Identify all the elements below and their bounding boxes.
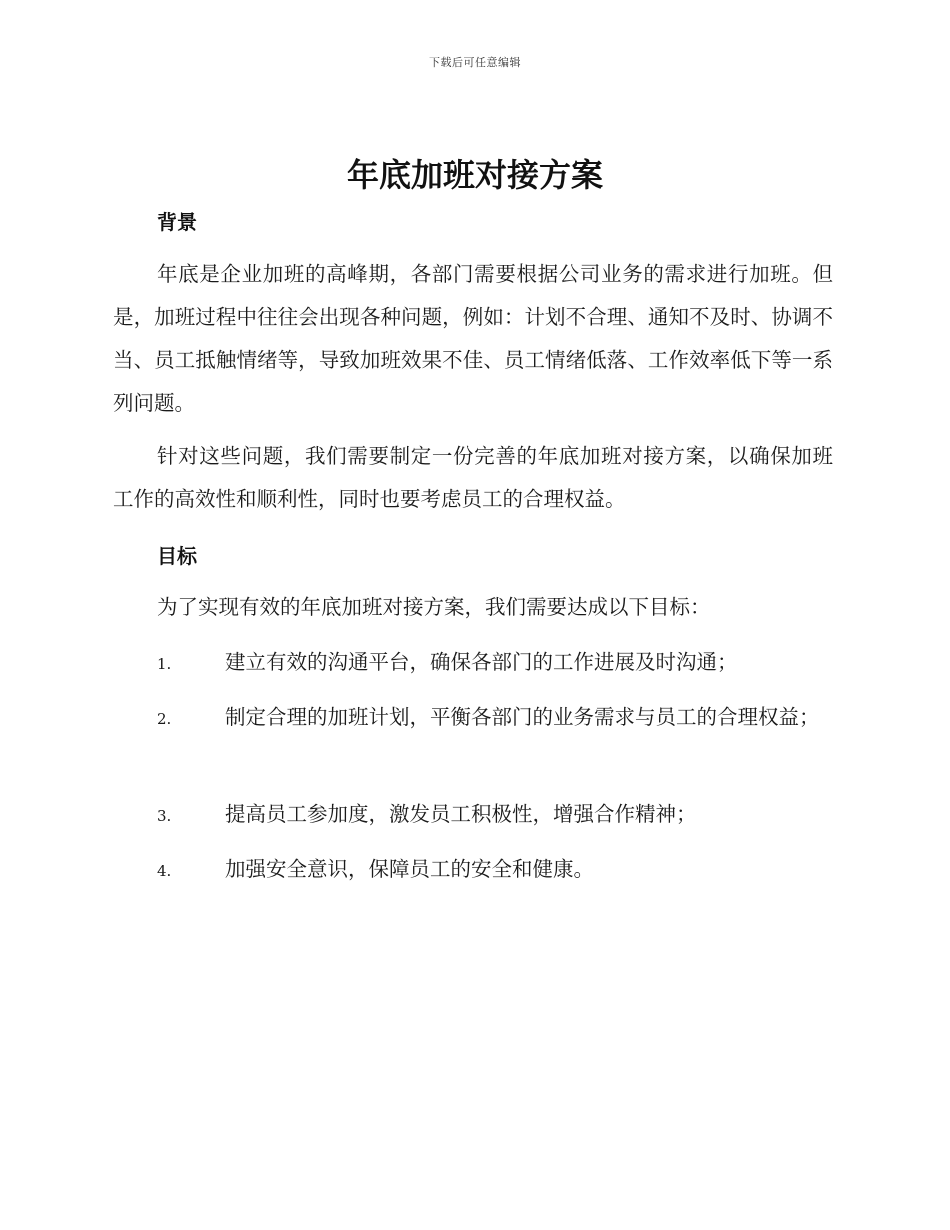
background-paragraph-2: 针对这些问题，我们需要制定一份完善的年底加班对接方案，以确保加班工作的高效性和顺利性，同时也要考虑员工的合理权益。 [113,444,833,511]
goal-text: 提高员工参加度，激发员工积极性，增强合作精神； [225,802,697,826]
goal-text: 制定合理的加班计划，平衡各部门的业务需求与员工的合理权益； [225,705,820,729]
background-paragraph-1: 年底是企业加班的高峰期，各部门需要根据公司业务的需求进行加班。但是，加班过程中往往会出现各种问题，例如：计划不合理、通知不及时、协调不当、员工抵触情绪等，导致加班效果不佳、员工情绪低落、工作效率低下等一系列问题。 [113,262,833,415]
background-paragraph-1-block [113,253,833,425]
goal-number: 2. [157,710,172,728]
background-paragraph-2-block [113,435,833,521]
goals-intro: 为了实现有效的年底加班对接方案，我们需要达成以下目标： [157,595,711,619]
goal-number: 3. [157,807,172,825]
page-header-note: 下载后可任意编辑 [429,56,521,69]
goals-intro-block [113,586,833,629]
goal-list-item-4 [113,848,833,893]
section-heading-background: 背景 [157,210,197,234]
section-heading-goals: 目标 [157,544,197,568]
goal-list-item-1 [113,641,833,686]
document-title: 年底加班对接方案 [346,156,603,194]
goal-text: 建立有效的沟通平台，确保各部门的工作进展及时沟通； [225,650,738,674]
goal-number: 4. [157,862,172,880]
goal-text: 加强安全意识，保障员工的安全和健康。 [225,857,594,881]
goal-number: 1. [157,655,172,673]
goal-list-item-3 [113,793,833,838]
goal-list-item-2 [113,696,833,741]
